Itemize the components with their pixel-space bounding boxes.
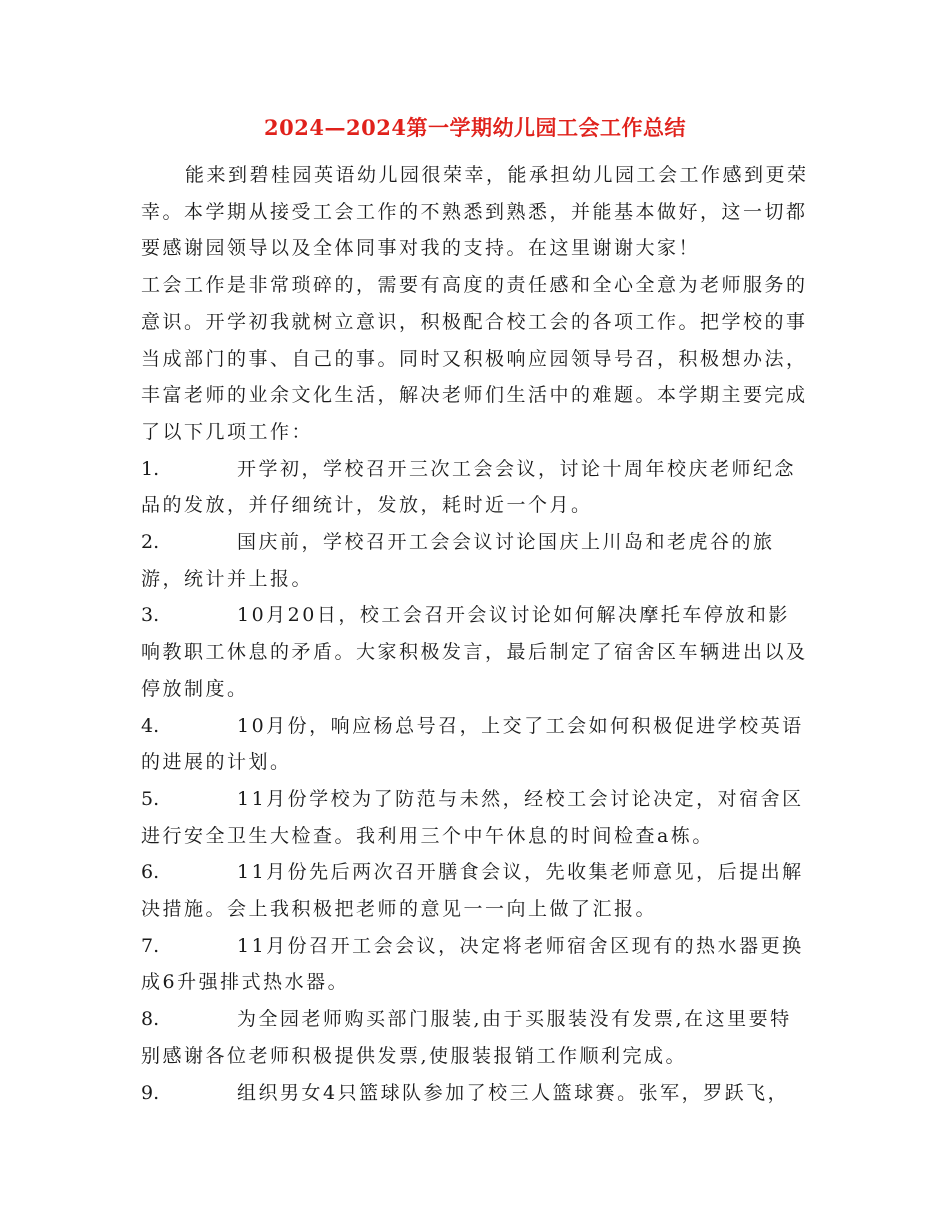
list-item [141, 1001, 811, 1074]
list-item-text: 11月份学校为了防范与未然，经校工会讨论决定，对宿舍区进行安全卫生大检查。我利用三个中午休息的时间检查a栋。 [141, 787, 804, 847]
list-item-number: 2. [141, 531, 160, 554]
list-item-number: 8. [141, 1008, 160, 1031]
list-item-number: 4. [141, 714, 160, 737]
document-title: 2024—2024第一学期幼儿园工会工作总结 [264, 115, 686, 140]
list-item [141, 781, 811, 854]
list-item-text: 为全园老师购买部门服装,由于买服装没有发票,在这里要特别感谢各位老师积极提供发票,使服装报销工作顺利完成。 [141, 1008, 792, 1067]
list-item-text: 10月20日，校工会召开会议讨论如何解决摩托车停放和影响教职工休息的矛盾。大家积极发言，最后制定了宿舍区车辆进出以及停放制度。 [141, 604, 808, 700]
list-item-number: 3. [141, 604, 160, 627]
list-item-text: 开学初，学校召开三次工会会议，讨论十周年校庆老师纪念品的发放，并仔细统计，发放，耗时近一个月。 [141, 457, 797, 517]
list-item-text: 组织男女4只篮球队参加了校三人篮球赛。张军，罗跃飞， [237, 1081, 790, 1104]
list-item [141, 1075, 811, 1112]
intro-paragraph: 能来到碧桂园英语幼儿园很荣幸，能承担幼儿园工会工作感到更荣幸。本学期从接受工会工作的不熟悉到熟悉，并能基本做好，这一切都要感谢园领导以及全体同事对我的支持。在这里谢谢大家！ [141, 164, 809, 260]
list-item [141, 928, 811, 1001]
list-item [141, 708, 811, 781]
list-item-text: 10月份，响应杨总号召，上交了工会如何积极促进学校英语的进展的计划。 [141, 714, 804, 774]
list-item-number: 1. [141, 457, 160, 480]
list-item-text: 11月份先后两次召开膳食会议，先收集老师意见，后提出解决措施。会上我积极把老师的意见一一向上做了汇报。 [141, 861, 804, 921]
list-item-number: 7. [141, 934, 160, 957]
work-description-paragraph: 工会工作是非常琐碎的，需要有高度的责任感和全心全意为老师服务的意识。开学初我就树立意识，积极配合校工会的各项工作。把学校的事当成部门的事、自己的事。同时又积极响应园领导号召，积极想办法，丰富老师的业余文化生活，解决老师们生活中的难题。本学期主要完成了以下几项工作： [141, 274, 808, 443]
list-item-number: 6. [141, 861, 160, 884]
list-item [141, 854, 811, 927]
list-item-text: 国庆前，学校召开工会会议讨论国庆上川岛和老虎谷的旅游，统计并上报。 [141, 531, 775, 590]
list-item-number: 9. [141, 1081, 160, 1104]
document-body [141, 157, 811, 1111]
list-item-text: 11月份召开工会会议，决定将老师宿舍区现有的热水器更换成6升强排式热水器。 [141, 934, 804, 994]
list-item [141, 597, 811, 707]
list-item-number: 5. [141, 787, 160, 810]
list-item [141, 451, 811, 524]
list-item [141, 524, 811, 597]
